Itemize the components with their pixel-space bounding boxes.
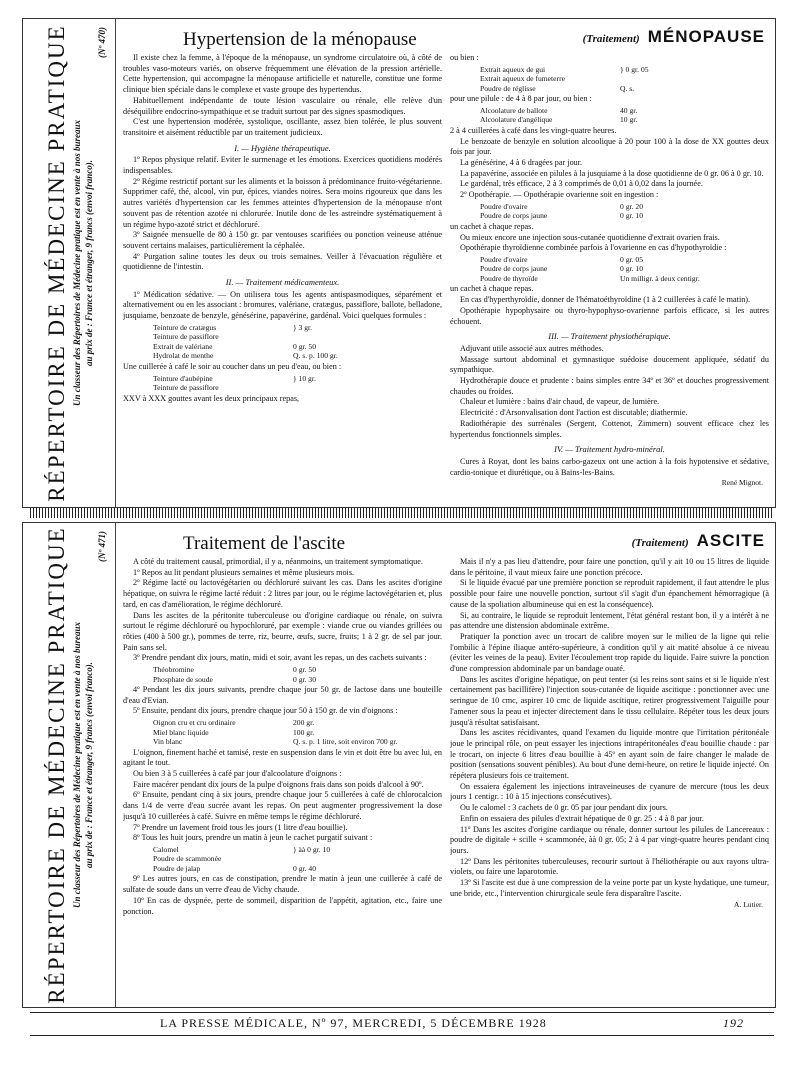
category-tag: (Traitement) MÉNOPAUSE [582,27,765,46]
article-title: Traitement de l'ascite [183,533,346,554]
column-left: A côté du traitement causal, primordial, il y a, néanmoins, un traitement symptomatique. 1º Repos au lit pendant plusieurs semaines et même plusieurs mois. 2º Régime lacté ou lactovégétarien ou déchloruré suivant les cas. Dans les ascites d'origine hépatique, on suivra le régime lacté réduit : 2 litres par jour, ou le régime lactovégétarien et, plus tard, en cas d'amélioration, le régime déchloruré. Dans les ascites de la péritonite tuberculeuse ou d'origine cardiaque ou rénale, on suivra surtout le régime déchloruré ou hypochloruré, par exemple : viande crue ou viandes grillées ou rôties (400 à 500 gr.), pommes de terre, riz, beurre, œufs, sucre, fruits; 1 à 2 gr. de sel par jour. Pain sans sel. 3º Prendre pendant dix jours, matin, midi et soir, avant les repas, un des cachets suivants : Théobromine 0 gr. 50 Phosphate de soude 0 gr. 30 4º Pendant les dix jours suivants, prendre chaque jour 50 gr. de lactose dans une bouteille d'eau d'Evian. 5º Ensuite, pendant dix jours, prendre chaque jour 50 à 150 gr. de vin d'oignons : Oignon cru et cru ordinaire 200 gr. Miel blanc liquide 100 gr. Vin blanc Q. s. p. 1 litre, soit environ 700 gr. L'oignon, finement haché et tamisé, reste en suspension dans le vin et doit être bu avec lui, en agitant le tout. Ou bien 3 à 5 cuillerées à café par jour d'alcoolature d'oignons : Faire macérer pendant dix jours de la pulpe d'oignons frais dans son poids d'alcool à 90º. 6º Ensuite, pendant cinq à six jours, prendre chaque jour 5 cuillerées à café de chlorocalcion dans 1/4 de verre d'eau sucrée avant les repas. On peut augmenter progressivement la dose jusqu'à 10 cuillerées à café. Suivre en même temps le régime déchloruré. 7º Prendre un lavement froid tous les jours (1 litre d'eau bouillie). 8º Tous les huit jours, prendre un matin à jeun le cachet purgatif suivant : Calomel } àà 0 gr. 10 Poudre de scammonée Poudre de jalap 0 gr. 40 9º Les autres jours, en cas de constipation, prendre le matin à jeun une cuillerée à café de sulfate de soude dans un verre d'eau de Vichy chaude. 10º En cas de dyspnée, perte de sommeil, disparition de l'appétit, agitation, etc., faire une ponction. [123,557,442,916]
section-heading: IV. — Traitement hydro-minéral. [554,444,665,455]
spine-subtitle-2: au prix de : France et étranger, 9 francs (envoi franco). [84,662,94,869]
prescription-formula: Teinture d'aubépine } 10 gr. Teinture de passiflore [153,373,316,393]
category-name: ASCITE [696,531,765,550]
prescription-formula: Extrait aqueux de gui } 0 gr. 05 Extrait aqueux de fumeterre Poudre de réglisse Q. s. [480,64,649,93]
card-spine [23,19,116,507]
column-left: Il existe chez la femme, à l'époque de la ménopause, un syndrome circulatoire où, à côté de troubles vaso-moteurs variés, on observe fréquemment une élévation de la pression artérielle. Cette hypertension, qui accompagne la ménopause artificielle et naturelle, constitue une forme clinique bien spéciale dans le complexe et vaste groupe des hypertendus. Habituellement indépendante de toute lésion vasculaire ou rénale, elle relève d'un déséquilibre endocrino-sympathique et se traduit surtout par des signes spasmodiques. C'est une hypertension modérée, systolique, oscillante, assez bien tolérée, le plus souvent transitoire et aisément réductible par un traitement judicieux. I. — Hygiène thérapeutique. 1º Repos physique relatif. Eviter le surmenage et les émotions. Exercices quotidiens modérés indispensables. 2º Régime restrictif portant sur les aliments et la boisson à prédominance fruito-végétarienne. Supprimer café, thé, alcool, vin pur, épices, viandes noires. Sera moins rigoureux que dans les autres variétés d'hypertension car les femmes atteintes d'hypertension de la ménopause n'ont souvent pas de rétention azotée ni chlorurée. Inutile donc de les astreindre systématiquement à un régime hypo-azoté strict et déchloruré. 3º Saignée mensuelle de 80 à 150 gr. par ventouses scarifiées ou ponction veineuse atténue souvent certains malaises, particulièrement la céphalée. 4º Purgation saline toutes les deux ou trois semaines. Veiller à l'évacuation régulière et quotidienne de l'intestin. II. — Traitement médicamenteux. 1º Médication sédative. — On utilisera tous les agents antispasmodiques, séparément et alternativement ou en les associant : bromures, valériane, cratægus, passiflore, ballote, belladone, jusquiame, benzoate de benzyle, génésérine, papavérine, gardénal. Voici quelques formules : Teinture de cratægus } 3 gr. Teinture de passiflore Extrait de valériane 0 gr. 50 Hydrolat de menthe Q. s. p. 100 gr. Une cuillerée à café le soir au coucher dans un peu d'eau, ou bien : Teinture d'aubépine } 10 gr. Teinture de passiflore XXV à XXX gouttes avant les deux principaux repas, [123,53,442,403]
card-number: (Nº 471) [97,531,107,562]
column-right: ou bien : Extrait aqueux de gui } 0 gr. 05 Extrait aqueux de fumeterre Poudre de réglisse Q. s. pour une pilule : de 4 à 8 par jour, ou bien : Alcoolature de ballote 40 gr. Alcoolature d'angélique 10 gr. 2 à 4 cuillerées à café dans les vingt-quatre heures. Le benzoate de benzyle en solution alcoolique à 20 pour 100 à la dose de XX gouttes deux fois par jour. La génésérine, 4 à 6 dragées par jour. La papavérine, associée en pilules à la jusquiame à la dose quotidienne de 0 gr. 06 à 0 gr. 10. Le gardénal, très efficace, 2 à 3 comprimés de 0,01 à 0,02 dans la journée. 2º Opothérapie. — Opothérapie ovarienne soit en ingestion : Poudre d'ovaire 0 gr. 20 Poudre de corps jaune 0 gr. 10 un cachet à chaque repas. Ou mieux encore une injection sous-cutanée quotidienne d'extrait ovarien frais. Opothérapie thyroïdienne combinée parfois à l'ovarienne en cas d'hypothyroïdie : Poudre d'ovaire 0 gr. 05 Poudre de corps jaune 0 gr. 10 Poudre de thyroïde Un milligr. à deux centigr. un cachet à chaque repas. En cas d'hyperthyroïdie, donner de l'hématoéthyroïdine (1 à 2 cuillerées à café le matin). Opothérapie hypophysaire ou thyro-hypophyso-ovarienne parfois efficace, si les autres échouent. III. — Traitement physiothérapique. Adjuvant utile associé aux autres méthodes. Massage surtout abdominal et gymnastique suédoise doucement appliquée, sédatif du sympathique. Hydrothérapie douce et prudente : bains simples entre 34º et 36º et douches progressivement chaudes ou froides. Chaleur et lumière : bains d'air chaud, de vapeur, de lumière. Electricité : d'Arsonvalisation dont l'action est discutable; diathermie. Radiothérapie des surrénales (Sergent, Cottenot, Zimmern) souvent efficace chez les hypertendus fonctionnels simples. IV. — Traitement hydro-minéral. Cures à Royat, dont les bains carbo-gazeux ont une action à la fois hypotensive et sédative, cardio-tonique et diurétique, ou à Bains-les-Bains. René Mignot. [450,53,769,488]
section-heading: III. — Traitement physiothérapique. [548,331,671,342]
spine-subtitle-2: au prix de : France et étranger, 9 francs (envoi franco). [84,160,94,367]
card-spine [23,523,116,1007]
prescription-formula: Poudre d'ovaire 0 gr. 05 Poudre de corps jaune 0 gr. 10 Poudre de thyroïde Un milligr. à deux centigr. [480,254,700,283]
repertoire-card-menopause [22,18,776,508]
prescription-formula: Alcoolature de ballote 40 gr. Alcoolature d'angélique 10 gr. [480,105,638,125]
spine-title: RÉPERTOIRE DE MÉDECINE PRATIQUE [44,526,69,1004]
author-signature: A. Lutier. [734,899,763,909]
page-footer [30,1012,774,1036]
section-heading: I. — Hygiène thérapeutique. [234,142,331,153]
prescription-formula: Oignon cru et cru ordinaire 200 gr. Miel blanc liquide 100 gr. Vin blanc Q. s. p. 1 litre, soit environ 700 gr. [153,718,398,747]
journal-issue-line: LA PRESSE MÉDICALE, Nº 97, MERCREDI, 5 DÉCEMBRE 1928 [160,1016,547,1030]
category-name: MÉNOPAUSE [647,27,765,46]
page-number: 192 [723,1016,744,1030]
spine-title: RÉPERTOIRE DE MÉDECINE PRATIQUE [44,24,69,502]
section-heading: II. — Traitement médicamenteux. [225,277,340,288]
prescription-formula: Teinture de cratægus } 3 gr. Teinture de passiflore Extrait de valériane 0 gr. 50 Hydrolat de menthe Q. s. p. 100 gr. [153,322,338,361]
repertoire-card-ascite [22,522,776,1008]
column-right: Mais il n'y a pas lieu d'attendre, pour faire une ponction, qu'il y ait 10 ou 15 litres de liquide dans le péritoine, il vaut mieux faire une ponction précoce. Si le liquide évacué par une première ponction se reproduit rapidement, il faut attendre le plus possible pour faire une nouvelle ponction, surtout s'il s'agit d'un épanchement hémorragique (à cause de la spoliation albumineuse qui en est la conséquence). Si, au contraire, le liquide se reproduit lentement, l'état général restant bon, il y a intérêt à ne pas attendre une distension abdominale extrême. Pratiquer la ponction avec un trocart de calibre moyen sur le milieu de la ligne qui relie l'ombilic à l'épine iliaque antéro-supérieure, à condition qu'il y ait matité absolue à ce niveau (éviter les veines de la peau). Eviter l'écoulement trop rapide du liquide. Faire suivre la ponction d'une compression abdominale par un bandage ouaté. Dans les ascites d'origine hépatique, on peut tenter (si les reins sont sains et si le liquide n'est certainement pas bacillifère) l'injection sous-cutanée de liquide ascitique : ponctionner avec une seringue de 10 cmc, aspirer 10 cmc de liquide ascitique, retirer progressivement l'aiguille pour l'amener sous la peau et injecter directement dans le tissu cellulaire. Répéter tous les deux jours jusqu'à résultat satisfaisant. Dans les ascites récidivantes, quand l'examen du liquide montre que l'irritation péritonéale joue le principal rôle, on peut essayer les injections intrapéritonéales d'eau bouillie chaude : par le trocart, on injecte 6 litres d'eau bouillie à 45º en ayant soin de faire changer le malade de position (sensations souvent pénibles). Au bout d'une demi-heure, on retire le liquide injecté. On répétera plusieurs fois ce traitement. On essaiera également les injections intraveineuses de cyanure de mercure (tous les deux jours 1 centigr. : 10 à 15 injections consécutives). Ou le calomel : 3 cachets de 0 gr. 05 par jour pendant dix jours. Enfin on essaiera des pilules d'extrait hépatique de 0 gr. 25 : 4 à 8 par jour. 11º Dans les ascites d'origine cardiaque ou rénale, donner surtout les pilules de Lancereaux : poudre de digitale + scille + scammonée, àà 0 gr. 05; 2 à 4 par vingt-quatre heures pendant cinq jours. 12º Dans les péritonites tuberculeuses, recourir surtout à l'héliothérapie ou aux rayons ultra-violets, ou faire une laparotomie. 13º Si l'ascite est due à une compression de la veine porte par un kyste hydatique, une tumeur, une bride, etc., l'intervention chirurgicale seule fera disparaître l'ascite. A. Lutier. [450,557,769,909]
article-title: Hypertension de la ménopause [183,29,417,50]
prescription-formula: Théobromine 0 gr. 50 Phosphate de soude 0 gr. 30 [153,665,316,684]
author-signature: René Mignot. [721,478,763,488]
spine-subtitle-1: Un classeur des Répertoires de Médecine pratique est en vente à nos bureaux [72,120,82,407]
card-number: (Nº 470) [97,27,107,58]
prescription-formula: Poudre d'ovaire 0 gr. 20 Poudre de corps jaune 0 gr. 10 [480,201,643,221]
category-tag: (Traitement) ASCITE [631,531,765,550]
spine-subtitle-1: Un classeur des Répertoires de Médecine pratique est en vente à nos bureaux [72,622,82,909]
prescription-formula: Calomel } àà 0 gr. 10 Poudre de scammonée Poudre de jalap 0 gr. 40 [153,844,331,873]
cut-line-divider [30,508,772,518]
